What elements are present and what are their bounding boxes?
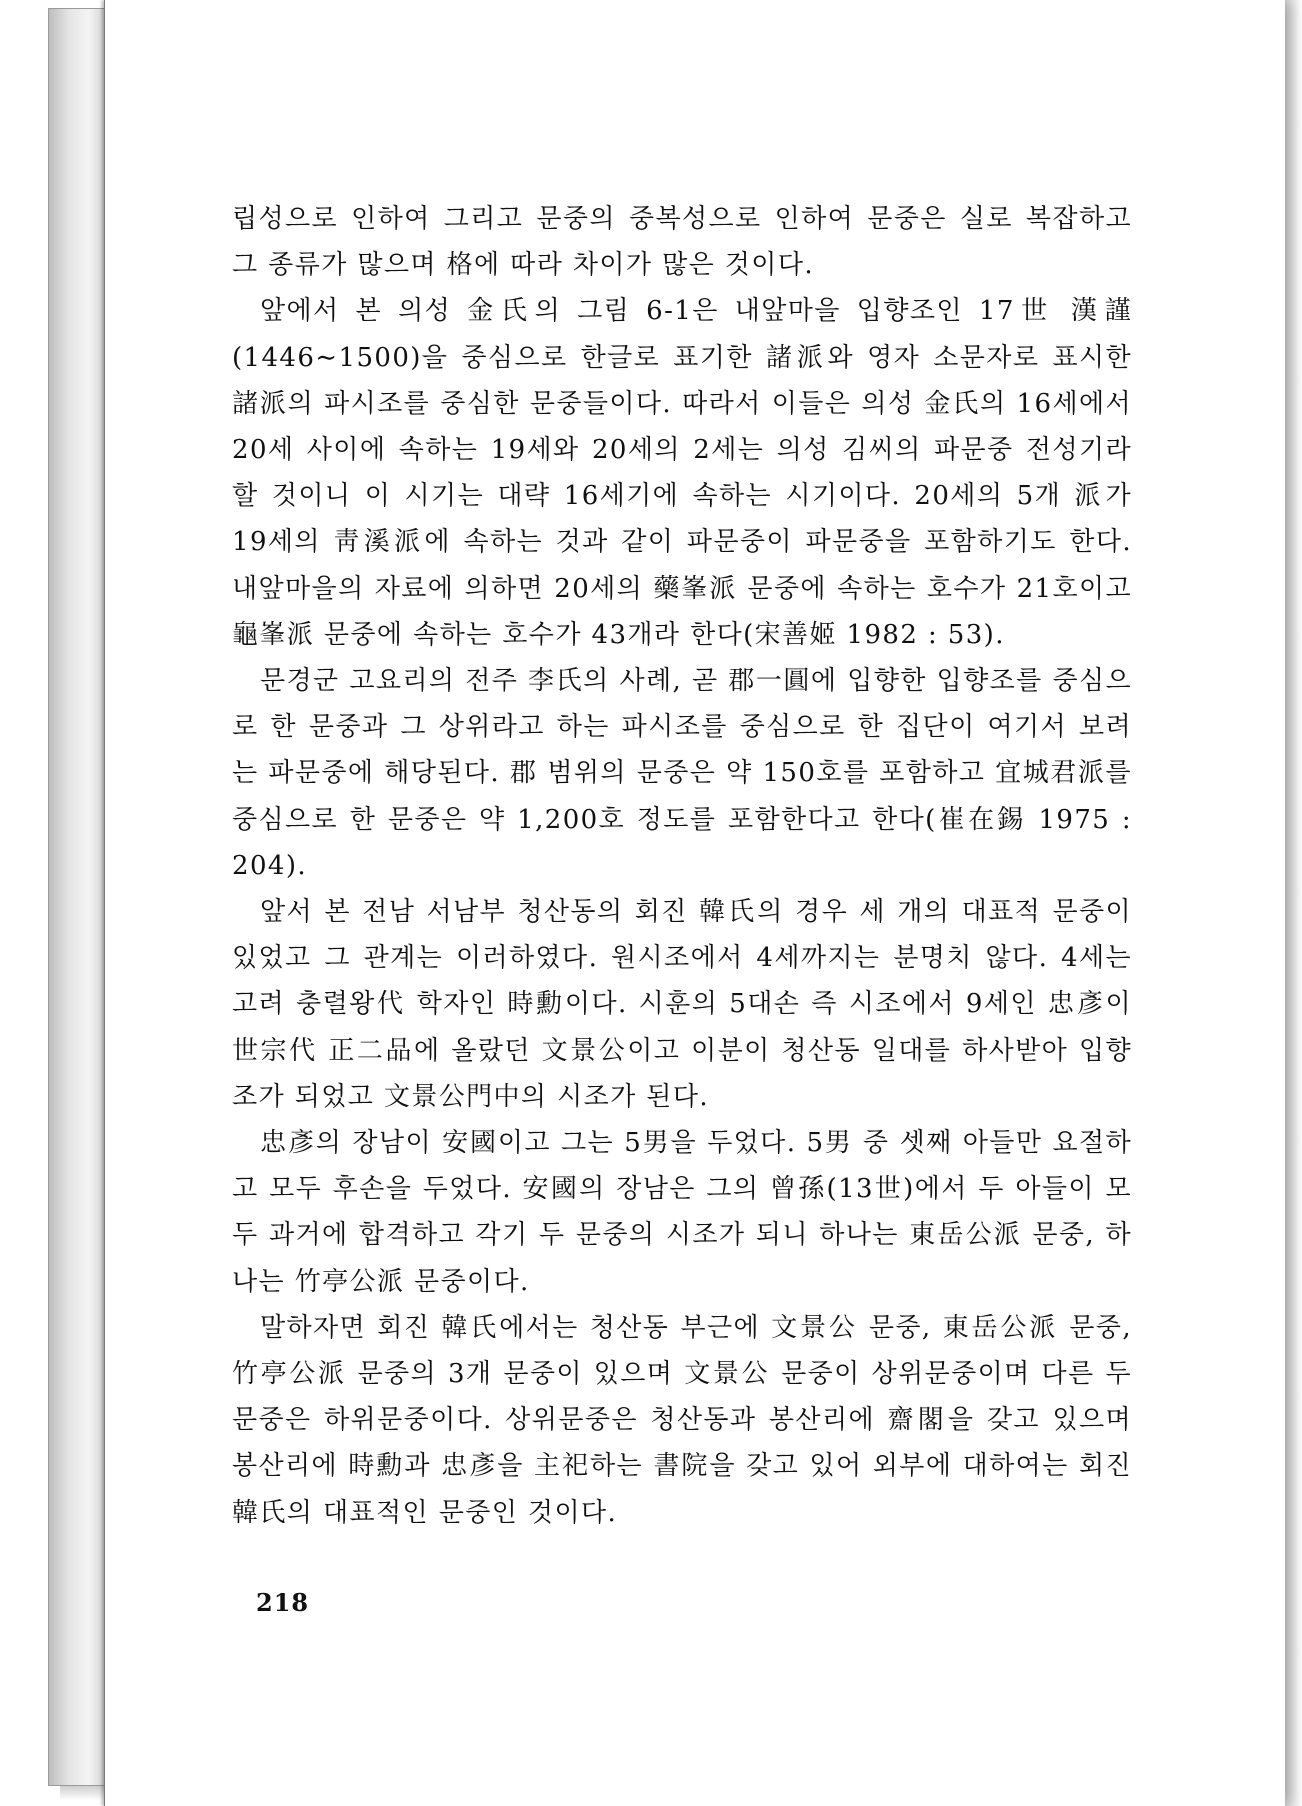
page-number: 218 — [256, 1588, 310, 1617]
paragraph: 앞에서 본 의성 金氏의 그림 6-1은 내앞마을 입향조인 17世 漢謹(1446∼1500)을 중심으로 한글로 표기한 諸派와 영자 소문자로 표시한 諸派의 파시조를 중심한 문중들이다. 따라서 이들은 의성 金氏의 16세에서 20세 사이에 속하는 19세와 20세의 2세는 의성 김씨의 파문중 전성기라 할 것이니 이 시기는 대략 16세기에 속하는 시기이다. 20세의 5개 派가 19세의 靑溪派에 속하는 것과 같이 파문중이 파문중을 포함하기도 한다. 내앞마을의 자료에 의하면 20세의 藥峯派 문중에 속하는 호수가 21호이고 龜峯派 문중에 속하는 호수가 43개라 한다(宋善姬 1982 : 53). — [232, 296, 1132, 650]
paragraph: 문경군 고요리의 전주 李氏의 사례, 곧 郡一圓에 입향한 입향조를 중심으로 한 문중과 그 상위라고 하는 파시조를 중심으로 한 집단이 여기서 보려는 파문중에 해당된다. 郡 범위의 문중은 약 150호를 포함하고 宜城君派를 중심으로 한 문중은 약 1,200호 정도를 포함한다고 한다(崔在錫 1975 : 204). — [232, 666, 1132, 881]
paragraph: 립성으로 인하여 그리고 문중의 중복성으로 인하여 문중은 실로 복잡하고 그 종류가 많으며 格에 따라 차이가 많은 것이다. — [232, 204, 1132, 281]
paragraph: 앞서 본 전남 서남부 청산동의 회진 韓氏의 경우 세 개의 대표적 문중이 있었고 그 관계는 이러하였다. 원시조에서 4세까지는 분명치 않다. 4세는 고려 충렬왕代 학자인 時勳이다. 시훈의 5대손 즉 시조에서 9세인 忠彥이 世宗代 正二品에 올랐던 文景公이고 이분이 청산동 일대를 하사받아 입향조가 되었고 文景公門中의 시조가 된다. — [232, 897, 1132, 1112]
page-right-shadow — [1284, 0, 1302, 1806]
book-spine — [48, 8, 106, 1786]
body-text — [232, 196, 1132, 1536]
paragraph: 말하자면 회진 韓氏에서는 청산동 부근에 文景公 문중, 東岳公派 문중, 竹亭公派 문중의 3개 문중이 있으며 文景公 문중이 상위문중이며 다른 두 문중은 하위문중이다. 상위문중은 청산동과 봉산리에 齋閣을 갖고 있으며 봉산리에 時勳과 忠彥을 主祀하는 書院을 갖고 있어 외부에 대하여는 회진 韓氏의 대표적인 문중인 것이다. — [232, 1312, 1132, 1528]
paragraph: 忠彥의 장남이 安國이고 그는 5男을 두었다. 5男 중 셋째 아들만 요절하고 모두 후손을 두었다. 安國의 장남은 그의 曾孫(13世)에서 두 아들이 모두 과거에 합격하고 각기 두 문중의 시조가 되니 하나는 東岳公派 문중, 하나는 竹亭公派 문중이다. — [232, 1128, 1132, 1297]
